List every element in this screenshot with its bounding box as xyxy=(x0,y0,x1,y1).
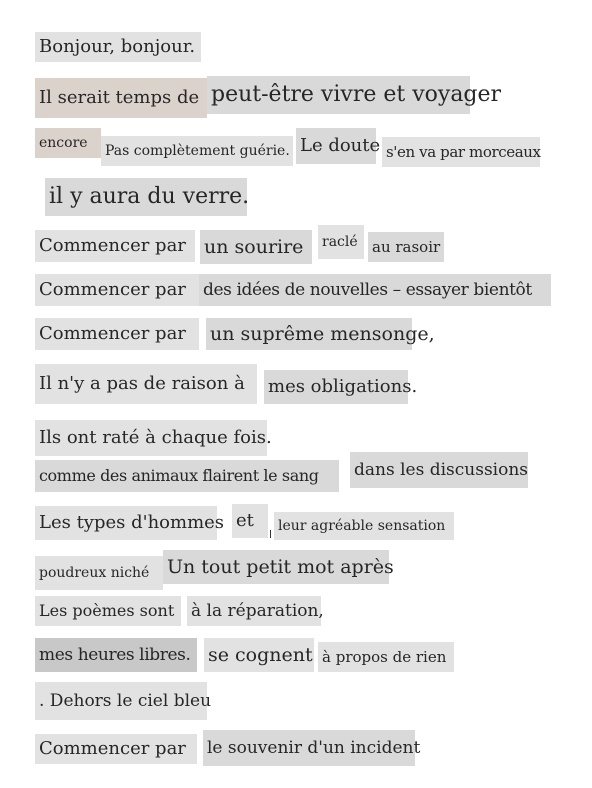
clipping-encore: encore xyxy=(35,128,101,158)
clipping-bonjour: Bonjour, bonjour. xyxy=(35,32,201,62)
clipping-il-ny-a-pas: Il n'y a pas de raison à xyxy=(35,364,257,404)
clipping-a-propos-de-rien: à propos de rien xyxy=(318,642,454,672)
clipping-a-la-reparation: à la réparation, xyxy=(187,596,321,626)
clipping-pas-completement: Pas complètement guérie. xyxy=(101,136,293,166)
clipping-poudreux-niche: poudreux niché xyxy=(35,556,163,590)
clipping-leur-agreable: leur agréable sensation xyxy=(274,512,454,540)
clipping-peut-etre-vivre: peut-être vivre et voyager xyxy=(207,76,470,114)
paper-mark xyxy=(270,530,271,538)
clipping-le-souvenir: le souvenir d'un incident xyxy=(203,730,415,766)
clipping-commencer-par-4: Commencer par xyxy=(35,734,197,764)
clipping-comme-des-animaux: comme des animaux flairent le sang xyxy=(35,460,339,492)
clipping-les-poemes: Les poèmes sont xyxy=(35,596,181,626)
clipping-et: et xyxy=(232,504,268,538)
clipping-commencer-par-2: Commencer par xyxy=(35,274,199,306)
clipping-les-types: Les types d'hommes xyxy=(35,506,217,540)
clipping-dehors-le-ciel: . Dehors le ciel bleu xyxy=(35,682,207,720)
clipping-mes-obligations: mes obligations. xyxy=(264,370,408,404)
clipping-le-doute: Le doute xyxy=(296,128,376,164)
clipping-un-tout-petit: Un tout petit mot après xyxy=(163,550,389,584)
clipping-ils-ont-rate: Ils ont raté à chaque fois. xyxy=(35,420,267,456)
clipping-il-serait-temps: Il serait temps de xyxy=(35,78,207,118)
clipping-un-supreme: un suprême mensonge, xyxy=(206,318,412,350)
clipping-commencer-par-3: Commencer par xyxy=(35,318,199,350)
clipping-mes-heures-libres: mes heures libres. xyxy=(35,638,197,672)
clipping-des-idees: des idées de nouvelles – essayer bientôt xyxy=(199,274,551,306)
clipping-dans-les-discussions: dans les discussions xyxy=(350,452,528,488)
clipping-un-sourire: un sourire xyxy=(200,230,312,264)
clipping-racle: raclé xyxy=(318,225,364,259)
clipping-se-cognent: se cognent xyxy=(204,638,314,672)
clipping-au-rasoir: au rasoir xyxy=(368,232,444,262)
clipping-sen-va: s'en va par morceaux xyxy=(382,137,540,167)
clipping-il-y-aura: il y aura du verre. xyxy=(45,178,247,216)
clipping-commencer-par-1: Commencer par xyxy=(35,230,195,262)
